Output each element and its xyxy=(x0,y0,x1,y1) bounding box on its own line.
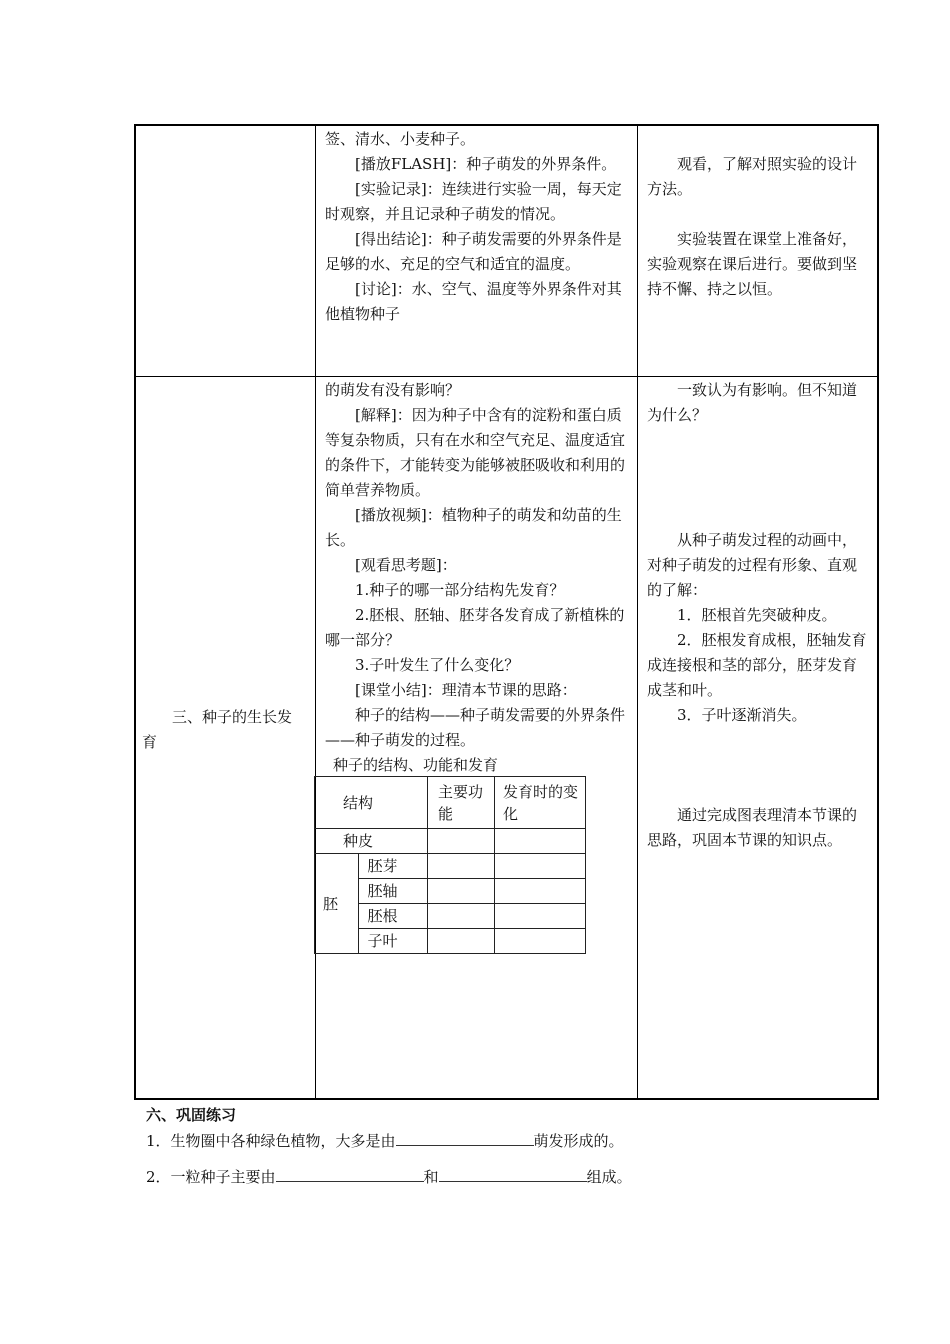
table-header-structure: 结构 xyxy=(315,777,428,829)
table-border-left xyxy=(134,124,136,1100)
table-header-change: 发育时的变化 xyxy=(495,777,586,829)
table-border-bottom xyxy=(134,1098,879,1100)
activity-text: [实验记录]：连续进行实验一周，每天定时观察，并且记录种子萌发的情况。 xyxy=(325,180,622,223)
table-cell-embryo-part: 胚芽 xyxy=(359,854,428,879)
table-cell-empty xyxy=(495,929,586,954)
stage-title: 三、种子的生长发育 xyxy=(142,708,293,751)
row2-activity-cell xyxy=(325,378,629,778)
row2-student-cell xyxy=(647,378,869,853)
table-cell-empty xyxy=(428,929,495,954)
student-text: 一致认为有影响。但不知道为什么？ xyxy=(647,381,858,424)
exercise-question-2: 2．一粒种子主要由 和 组成。 xyxy=(146,1168,632,1186)
activity-text: 2.胚根、胚轴、胚芽各发育成了新植株的哪一部分？ xyxy=(325,606,625,649)
row-divider xyxy=(134,376,879,377)
table-cell-empty xyxy=(428,879,495,904)
student-text: 从种子萌发过程的动画中，对种子萌发的过程有形象、直观的了解： xyxy=(647,531,858,599)
table-border-right xyxy=(877,124,879,1100)
table-cell-embryo-part: 胚根 xyxy=(359,904,428,929)
table-cell-embryo: 胚 xyxy=(315,854,359,954)
table-cell-empty xyxy=(428,829,495,854)
answer-blank[interactable] xyxy=(396,1131,534,1146)
activity-text: [播放FLASH]：种子萌发的外界条件。 xyxy=(355,155,617,173)
student-text: 通过完成图表理清本节课的思路，巩固本节课的知识点。 xyxy=(647,806,858,849)
activity-text: 种子的结构——种子萌发需要的外界条件——种子萌发的过程。 xyxy=(325,706,626,749)
activity-text: [得出结论]：种子萌发需要的外界条件是足够的水、充足的空气和适宜的温度。 xyxy=(325,230,622,273)
table-cell-seed-coat: 种皮 xyxy=(315,829,428,854)
activity-text: 的萌发有没有影响？ xyxy=(325,381,461,399)
student-text: 3．子叶逐渐消失。 xyxy=(677,706,807,724)
activity-text: [解释]：因为种子中含有的淀粉和蛋白质等复杂物质，只有在水和空气充足、温度适宜的条件下，才能转变为能够被胚吸收和利用的简单营养物质。 xyxy=(325,406,626,499)
table-cell-embryo-part: 子叶 xyxy=(359,929,428,954)
lesson-table xyxy=(134,124,879,1100)
student-text: 1．胚根首先突破种皮。 xyxy=(677,606,837,624)
table-cell-empty xyxy=(428,904,495,929)
activity-text: 签、清水、小麦种子。 xyxy=(325,130,476,148)
table-header-function: 主要功能 xyxy=(428,777,495,829)
column-divider-2 xyxy=(637,124,638,1100)
activity-text: 1.种子的哪一部分结构先发育？ xyxy=(355,581,565,599)
student-text: 观看，了解对照实验的设计方法。 xyxy=(647,155,858,198)
exercise-question-1: 1．生物圈中各种绿色植物，大多是由 萌发形成的。 xyxy=(146,1132,624,1150)
answer-blank[interactable] xyxy=(276,1167,424,1182)
row1-activity-cell xyxy=(325,127,629,327)
activity-text: [讨论]：水、空气、温度等外界条件对其他植物种子 xyxy=(325,280,622,323)
activity-text: 3.子叶发生了什么变化？ xyxy=(355,656,520,674)
student-text: 2．胚根发育成根，胚轴发育成连接根和茎的部分，胚芽发育成茎和叶。 xyxy=(647,631,867,699)
exercise-heading: 六、巩固练习 xyxy=(146,1106,237,1124)
table-cell-embryo-part: 胚轴 xyxy=(359,879,428,904)
row1-student-cell xyxy=(647,152,869,302)
answer-blank[interactable] xyxy=(439,1167,587,1182)
activity-text: [播放视频]：植物种子的萌发和幼苗的生长。 xyxy=(325,506,622,549)
table-border-top xyxy=(134,124,879,126)
seed-structure-table xyxy=(314,776,586,954)
table-cell-empty xyxy=(495,829,586,854)
activity-text: [观看思考题]： xyxy=(355,556,457,574)
table-cell-empty xyxy=(495,879,586,904)
activity-text: [课堂小结]：理清本节课的思路： xyxy=(355,681,577,699)
table-cell-empty xyxy=(495,854,586,879)
table-cell-empty xyxy=(495,904,586,929)
student-text: 实验装置在课堂上准备好，实验观察在课后进行。要做到坚持不懈、持之以恒。 xyxy=(647,230,858,298)
table-caption: 种子的结构、功能和发育 xyxy=(333,756,499,774)
table-cell-empty xyxy=(428,854,495,879)
